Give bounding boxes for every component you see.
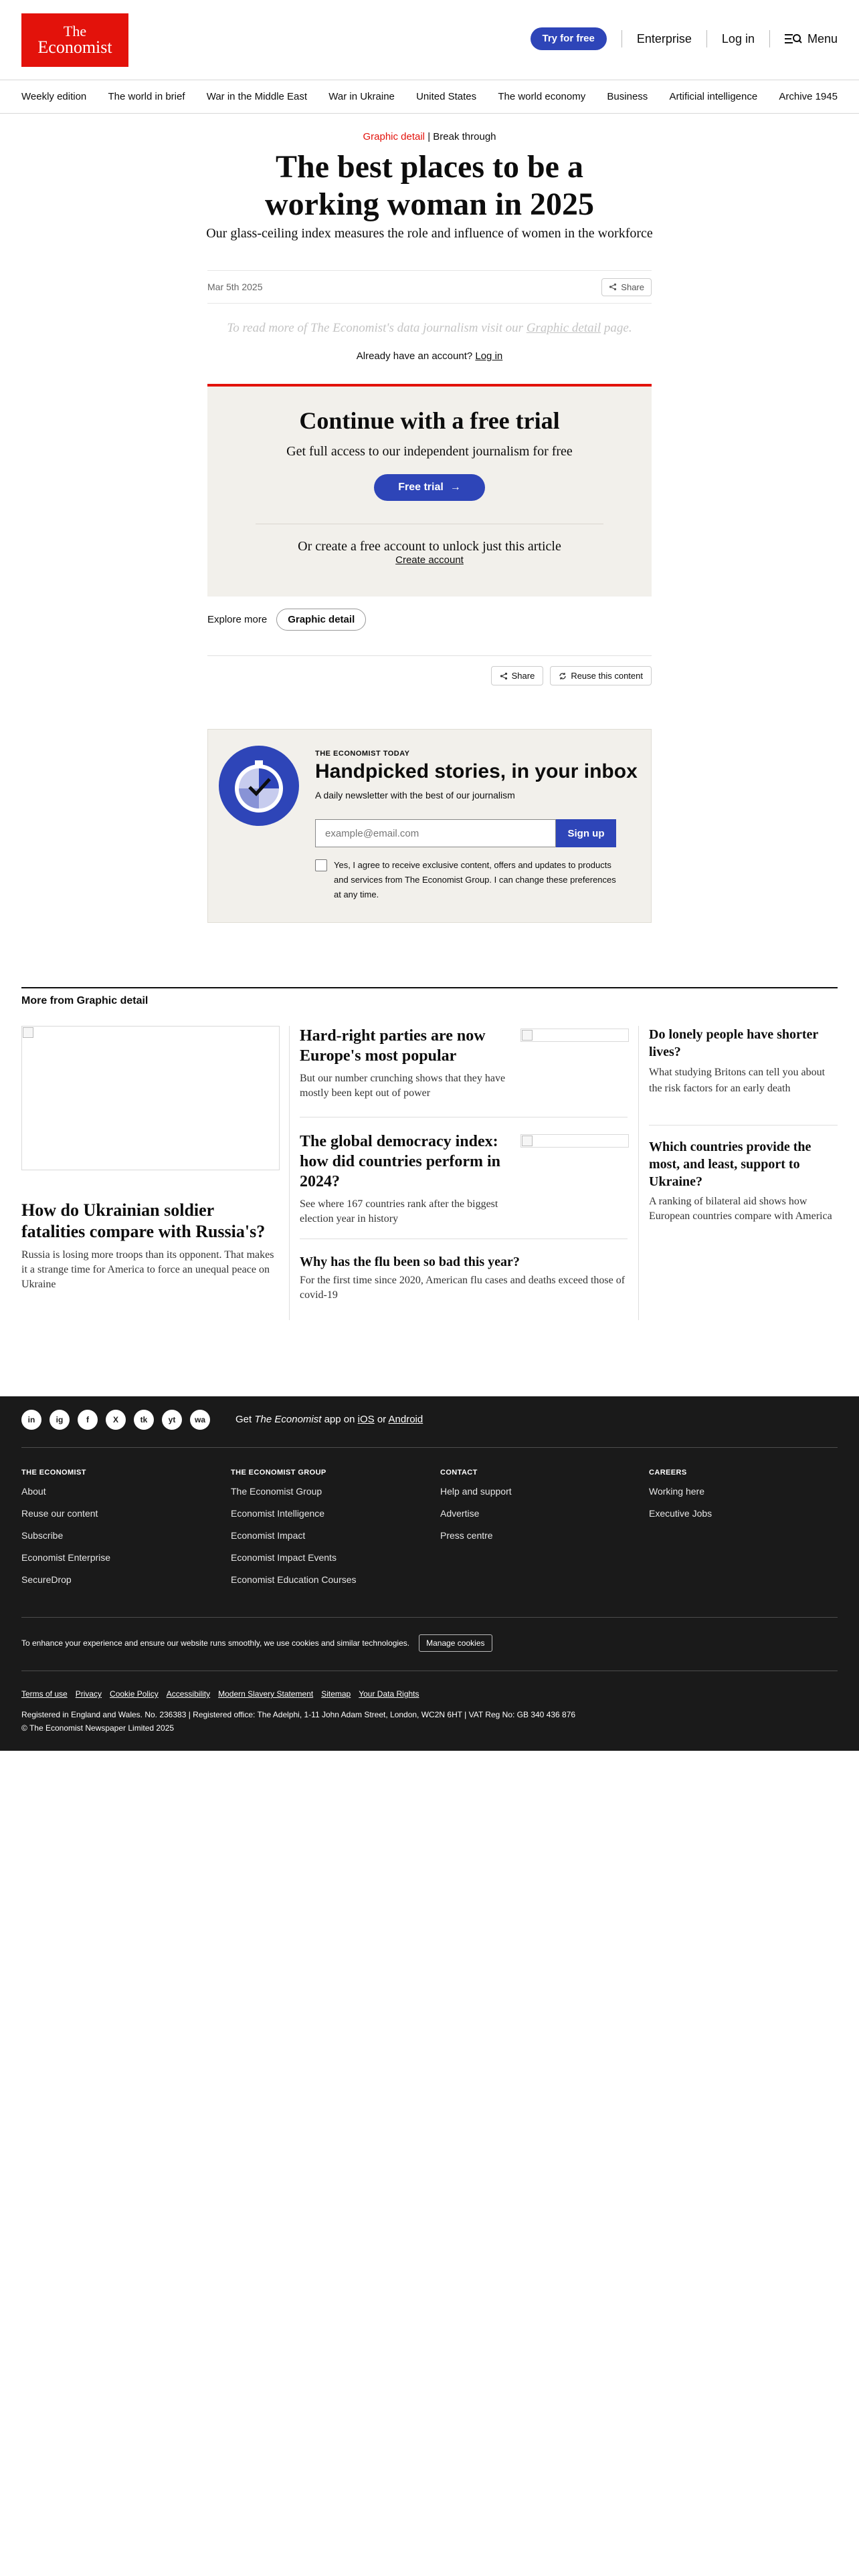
android-link[interactable]: Android <box>388 1414 423 1425</box>
registered-office: Registered in England and Wales. No. 236383 | Registered office: The Adelphi, 1-11 John Adam Street, London, WC2N 6HT | VAT Reg No: GB 340 436 876 <box>21 1710 576 1719</box>
middle-story-2[interactable] <box>300 1132 628 1226</box>
site-header <box>0 0 859 80</box>
login-inline-link[interactable]: Log in <box>475 350 503 362</box>
tiktok-icon[interactable]: tk <box>134 1410 154 1430</box>
footer-col-careers <box>649 1469 712 1530</box>
legal-link[interactable]: Accessibility <box>166 1689 211 1699</box>
share-icon <box>609 283 617 291</box>
paywall-box <box>207 384 652 597</box>
copyright: © The Economist Newspaper Limited 2025 <box>21 1723 175 1733</box>
kicker-separator: | <box>427 131 431 142</box>
legal-link[interactable]: Modern Slavery Statement <box>218 1689 314 1699</box>
footer-link[interactable]: Economist Impact <box>231 1530 306 1541</box>
social-links <box>21 1410 210 1430</box>
section-link[interactable]: Graphic detail <box>363 131 425 142</box>
youtube-icon[interactable]: yt <box>162 1410 182 1430</box>
lead-story-summary: Russia is losing more troops than its opponent. That makes it a strange time for America to force an unequal peace on Ukraine <box>21 1249 274 1290</box>
footer-link[interactable]: Economist Education Courses <box>231 1574 357 1585</box>
footer-col-title: THE ECONOMIST GROUP <box>231 1469 326 1477</box>
explore-label: Explore more <box>207 614 268 625</box>
legal-link[interactable]: Your Data Rights <box>359 1689 419 1699</box>
footer-link[interactable]: Executive Jobs <box>649 1508 712 1519</box>
right-story-2-summary: A ranking of bilateral aid shows how European countries compare with America <box>649 1196 832 1222</box>
create-account-link[interactable]: Create account <box>395 554 464 566</box>
divider <box>21 1617 838 1618</box>
middle-story-2-summary: See where 167 countries rank after the biggest election year in history <box>300 1198 498 1224</box>
column-divider <box>638 1026 639 1320</box>
reuse-label: Reuse this content <box>571 671 643 681</box>
free-trial-label: Free trial <box>398 481 444 493</box>
right-story-1-headline: Do lonely people have shorter lives? <box>649 1027 818 1059</box>
paywall-or-text: Or create a free account to unlock just this article <box>298 539 561 554</box>
explore-more <box>207 609 366 631</box>
newsletter-kicker: THE ECONOMIST TODAY <box>315 750 410 758</box>
reuse-content-button[interactable] <box>550 666 652 685</box>
footer-col-economist <box>21 1469 110 1596</box>
linkedin-icon[interactable]: in <box>21 1410 41 1430</box>
app-text-or: or <box>377 1414 387 1425</box>
section-rule <box>21 987 838 988</box>
subsection-label: Break through <box>433 131 496 142</box>
footer-link[interactable]: Working here <box>649 1486 705 1497</box>
whatsapp-icon[interactable]: wa <box>190 1410 210 1430</box>
publish-date: Mar 5th 2025 <box>207 282 263 292</box>
paywall-subtitle: Get full access to our independent journalism for free <box>286 444 573 459</box>
nav-item-world-in-brief[interactable]: The world in brief <box>108 91 185 102</box>
middle-story-1[interactable] <box>300 1026 628 1101</box>
explore-tag-graphic-detail[interactable]: Graphic detail <box>276 609 366 631</box>
login-link[interactable]: Log in <box>721 31 755 45</box>
footer-link[interactable]: The Economist Group <box>231 1486 322 1497</box>
faded-link[interactable]: Graphic detail <box>526 321 601 335</box>
header-divider <box>769 30 770 47</box>
article-meta <box>207 270 652 304</box>
app-text-mid: app on <box>324 1414 355 1425</box>
faded-end: page. <box>603 321 632 335</box>
footer-link[interactable]: Economist Impact Events <box>231 1552 337 1563</box>
share-button[interactable] <box>491 666 544 685</box>
footer-link[interactable]: Advertise <box>440 1508 480 1519</box>
newsletter-title: Handpicked stories, in your inbox <box>315 760 638 782</box>
email-input[interactable]: example@email.com <box>315 819 556 847</box>
headline-text: The best places to be a working woman in 2025 <box>264 149 595 222</box>
menu-button[interactable] <box>785 32 838 46</box>
site-footer <box>0 1396 859 1751</box>
footer-col-contact <box>440 1469 512 1552</box>
footer-link[interactable]: Help and support <box>440 1486 512 1497</box>
footer-col-title: CAREERS <box>649 1469 687 1477</box>
lead-story-headline: How do Ukrainian soldier fatalities compare with Russia's? <box>21 1200 266 1241</box>
arrow-right-icon: → <box>450 481 461 493</box>
menu-search-icon <box>785 32 802 45</box>
enterprise-link[interactable]: Enterprise <box>636 31 692 45</box>
page-title <box>0 148 859 223</box>
try-for-free-button[interactable]: Try for free <box>531 27 607 50</box>
app-promo <box>235 1414 423 1425</box>
share-row <box>491 666 652 685</box>
consent-text: Yes, I agree to receive exclusive content, offers and updates to products and services from The Economist Group. I can change these preferences at any time. <box>334 860 616 899</box>
footer-link[interactable]: SecureDrop <box>21 1574 72 1585</box>
app-text-brand: The Economist <box>254 1414 322 1425</box>
footer-link[interactable]: Subscribe <box>21 1530 64 1541</box>
newsletter-form <box>315 819 616 847</box>
nav-item-world-economy[interactable]: The world economy <box>498 91 586 102</box>
middle-story-1-headline: Hard-right parties are now Europe's most popular <box>300 1027 486 1065</box>
logo-line-1: The <box>63 23 87 39</box>
legal-links <box>21 1689 419 1699</box>
nav-item-archive[interactable]: Archive 1945 <box>779 91 838 102</box>
middle-story-2-headline: The global democracy index: how did countries perform in 2024? <box>300 1133 500 1190</box>
instagram-icon[interactable]: ig <box>50 1410 70 1430</box>
footer-col-group <box>231 1469 357 1596</box>
section-nav <box>0 80 859 114</box>
share-icon <box>500 672 508 680</box>
more-grid <box>21 1026 838 1320</box>
legal-link[interactable]: Privacy <box>75 1689 102 1699</box>
more-from-title: More from Graphic detail <box>21 995 149 1006</box>
nav-item-ukraine[interactable]: War in Ukraine <box>328 91 395 102</box>
reuse-icon <box>559 672 567 680</box>
footer-link[interactable]: Press centre <box>440 1530 493 1541</box>
right-story-2-headline: Which countries provide the most, and least, support to Ukraine? <box>649 1140 812 1189</box>
footer-col-title: THE ECONOMIST <box>21 1469 86 1477</box>
column-divider <box>289 1026 290 1320</box>
footer-link[interactable]: Reuse our content <box>21 1508 98 1519</box>
stopwatch-icon <box>219 746 299 826</box>
standfirst: Our glass-ceiling index measures the role and influence of women in the workforce <box>206 226 653 241</box>
middle-story-3-headline: Why has the flu been so bad this year? <box>300 1255 520 1269</box>
article-kicker <box>0 131 859 142</box>
footer-link[interactable]: Economist Intelligence <box>231 1508 325 1519</box>
middle-story-2-image <box>520 1134 629 1148</box>
legal-link[interactable]: Sitemap <box>321 1689 351 1699</box>
nav-item-business[interactable]: Business <box>607 91 648 102</box>
cookie-notice <box>21 1634 492 1652</box>
header-divider <box>706 30 707 47</box>
nav-item-middle-east[interactable]: War in the Middle East <box>206 91 308 102</box>
free-trial-button[interactable] <box>374 474 485 501</box>
share-label: Share <box>621 282 644 292</box>
nav-item-weekly-edition[interactable]: Weekly edition <box>21 91 87 102</box>
facebook-icon[interactable]: f <box>78 1410 98 1430</box>
lead-story-image <box>21 1026 280 1170</box>
middle-story-3-summary: For the first time since 2020, American flu cases and deaths exceed those of covid-19 <box>300 1275 626 1301</box>
right-story-1-summary: What studying Britons can tell you about the risk factors for an early death <box>649 1067 826 1094</box>
menu-label: Menu <box>807 31 838 45</box>
cookie-text: To enhance your experience and ensure our website runs smoothly, we use cookies and similar technologies. <box>21 1638 410 1648</box>
legal-link[interactable]: Cookie Policy <box>110 1689 159 1699</box>
right-story-1[interactable] <box>649 1026 838 1097</box>
footer-link[interactable]: Economist Enterprise <box>21 1552 111 1563</box>
legal-link[interactable]: Terms of use <box>21 1689 68 1699</box>
manage-cookies-button[interactable]: Manage cookies <box>419 1634 492 1652</box>
divider <box>207 655 652 656</box>
divider <box>21 1447 838 1448</box>
sign-up-button[interactable]: Sign up <box>556 819 616 847</box>
economist-logo[interactable] <box>21 13 128 67</box>
already-account <box>0 350 859 362</box>
already-text: Already have an account? <box>356 350 473 362</box>
lead-story[interactable] <box>21 1026 280 1292</box>
share-label: Share <box>511 671 535 681</box>
footer-col-title: CONTACT <box>440 1469 478 1477</box>
registration-info <box>21 1708 575 1735</box>
header-actions <box>531 27 838 51</box>
newsletter-subtitle: A daily newsletter with the best of our journalism <box>315 790 515 800</box>
app-text-pre: Get <box>235 1414 252 1425</box>
consent-checkbox[interactable] <box>315 859 327 871</box>
faded-teaser <box>0 321 859 336</box>
x-icon[interactable]: X <box>106 1410 126 1430</box>
newsletter-signup <box>207 729 652 923</box>
logo-line-2: Economist <box>37 37 112 57</box>
middle-story-1-summary: But our number crunching shows that they have mostly been kept out of power <box>300 1073 506 1099</box>
ios-link[interactable]: iOS <box>357 1414 375 1425</box>
paywall-title: Continue with a free trial <box>299 407 560 434</box>
footer-link[interactable]: About <box>21 1486 46 1497</box>
nav-item-ai[interactable]: Artificial intelligence <box>669 91 758 102</box>
nav-item-united-states[interactable]: United States <box>416 91 477 102</box>
consent-row <box>315 858 623 902</box>
middle-story-3[interactable] <box>300 1253 628 1303</box>
middle-story-1-image <box>520 1029 629 1042</box>
share-button-top[interactable] <box>601 278 652 296</box>
faded-text: To read more of The Economist's data journalism visit our <box>227 321 524 335</box>
right-story-2[interactable] <box>649 1138 838 1224</box>
